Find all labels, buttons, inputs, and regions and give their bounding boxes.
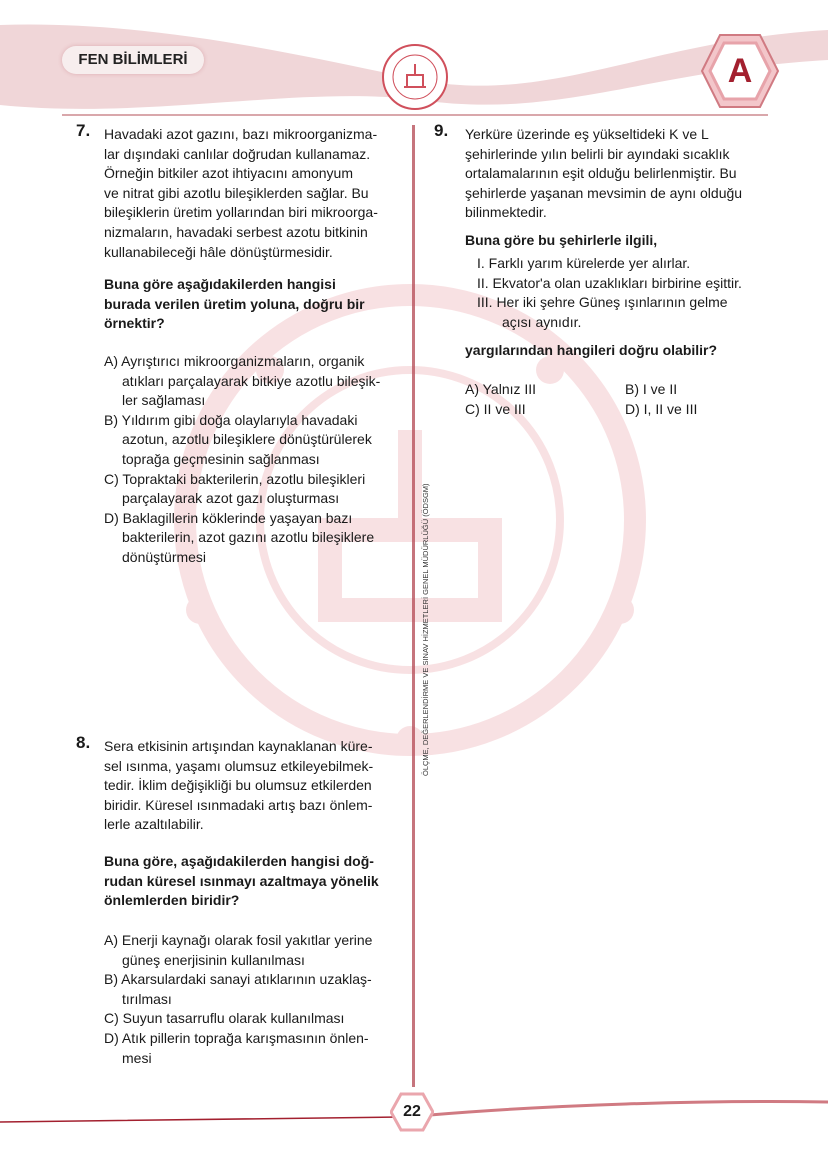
option-line: C) Topraktaki bakterilerin, azotlu bileşikleri (104, 470, 366, 487)
q8-stem (104, 737, 373, 835)
text-line: Örneğin bitkiler azot ihtiyacını amonyum (104, 165, 353, 182)
q9-question2 (465, 341, 717, 361)
text-line: lar dışındaki canlılar doğrudan kullanamaz. (104, 145, 371, 162)
option-line: güneş enerjisinin kullanılması (122, 951, 305, 968)
text-line: rudan küresel ısınmayı azaltmaya yönelik (104, 872, 379, 889)
text-line: Yerküre üzerinde eş yükseltideki K ve L (465, 126, 709, 142)
q9-option-c: C) II ve III (465, 400, 526, 417)
ministry-seal-logo (380, 42, 450, 112)
q9-option-d: D) I, II ve III (625, 400, 698, 417)
q7-number: 7. (76, 121, 91, 140)
text-line: Buna göre aşağıdakilerden hangisi (104, 276, 336, 292)
option-line: açısı aynıdır. (502, 313, 582, 330)
option-line: A) Ayrıştırıcı mikroorganizmaların, organik (104, 353, 365, 369)
option-line: bakterilerin, azot gazını azotlu bileşiklere (122, 529, 375, 546)
text-line: kullanabileceği hâle dönüştürmesidir. (104, 243, 333, 260)
option-line: atıkları parçalayarak bitkiye azotlu bileşik- (122, 372, 381, 389)
q9-stem (465, 125, 742, 223)
option-line: dönüştürmesi (122, 548, 207, 565)
text-line: yargılarından hangileri doğru olabilir? (465, 342, 718, 358)
text-line: tedir. İklim değişikliği bu olumsuz etkilerden (104, 777, 372, 794)
option-item (104, 509, 380, 568)
text-line: lerle azaltılabilir. (104, 816, 204, 833)
text-line: Sera etkisinin artışından kaynaklanan küre- (104, 738, 373, 754)
text-line: bileşiklerin üretim yollarından biri mikroorga- (104, 204, 378, 221)
text-line: Buna göre, aşağıdakilerden hangisi doğ- (104, 853, 374, 869)
text-line: bilinmektedir. (465, 204, 547, 221)
option-line: A) Enerji kaynağı olarak fosil yakıtlar yerine (104, 932, 373, 948)
option-item (104, 931, 372, 970)
q7-stem (104, 125, 378, 262)
q9-option-a: A) Yalnız III (465, 381, 537, 397)
q9-question (465, 231, 657, 251)
subject-label: FEN BİLİMLERİ (62, 46, 204, 74)
option-item (104, 1009, 372, 1029)
text-line: örnektir? (104, 315, 165, 332)
option-line: II. Ekvator'a olan uzaklıkları birbirine eşittir. (477, 274, 742, 291)
booklet-type-badge (700, 32, 780, 110)
option-line: D) Atık pillerin toprağa karışmasının önlen- (104, 1029, 369, 1046)
side-caption: ÖLÇME, DEĞERLENDİRME VE SINAV HİZMETLERİ GENEL MÜDÜRLÜĞÜ (ÖDSGM) (421, 483, 430, 776)
q9-number: 9. (434, 121, 449, 140)
text-line: önlemlerden biridir? (104, 892, 240, 909)
page-number: 22 (403, 1103, 421, 1120)
option-line: D) Baklagillerin köklerinde yaşayan bazı (104, 509, 353, 526)
booklet-letter: A (727, 52, 753, 90)
text-line: Havadaki azot gazını, bazı mikroorganizma- (104, 126, 378, 142)
text-line: Buna göre bu şehirlerle ilgili, (465, 232, 658, 248)
option-item (465, 254, 742, 274)
q9-statements (465, 254, 742, 332)
text-line: ve nitrat gibi azotlu bileşiklerden sağlar. Bu (104, 184, 369, 201)
option-item (465, 274, 742, 294)
option-line: I. Farklı yarım kürelerde yer alırlar. (477, 255, 691, 271)
q8-options (104, 931, 372, 1068)
q8-question (104, 852, 379, 911)
text-line: ortalamalarının eşit olduğu belirlenmiştir. Bu (465, 165, 737, 182)
text-line: burada verilen üretim yoluna, doğru bir (104, 295, 365, 312)
q9-options (465, 380, 785, 419)
option-item (465, 293, 742, 332)
option-line: tırılması (122, 990, 172, 1007)
column-divider (412, 125, 415, 1087)
option-line: B) Yıldırım gibi doğa olaylarıyla havadaki (104, 411, 358, 428)
option-line: parçalayarak azot gazı oluşturması (122, 490, 340, 507)
option-item (104, 1029, 372, 1068)
option-item (104, 352, 380, 411)
text-line: sel ısınma, yaşamı olumsuz etkileyebilmek- (104, 757, 374, 774)
option-line: mesi (122, 1049, 152, 1066)
q7-options (104, 352, 380, 568)
option-item (104, 970, 372, 1009)
option-line: III. Her iki şehre Güneş ışınlarının gelme (477, 294, 728, 311)
q9-option-b: B) I ve II (625, 381, 678, 397)
text-line: şehirlerinde yılın belirli bir ayındaki sıcaklık (465, 145, 730, 162)
option-line: toprağa geçmesinin sağlanması (122, 450, 320, 467)
option-item (104, 470, 380, 509)
q7-question (104, 275, 365, 334)
header-rule (62, 114, 768, 116)
text-line: nizmaların, havadaki serbest azotu bitkinin (104, 223, 368, 240)
option-line: ler sağlaması (122, 392, 206, 409)
option-line: B) Akarsulardaki sanayi atıklarının uzaklaş- (104, 971, 372, 988)
option-line: azotun, azotlu bileşiklere dönüştürülerek (122, 431, 372, 448)
text-line: biridir. Küresel ısınmadaki artış bazı önlem- (104, 796, 373, 813)
option-item (104, 411, 380, 470)
q8-number: 8. (76, 733, 91, 752)
text-line: şehirlerde yaşanan mevsimin de aynı olduğu (465, 184, 743, 201)
option-line: C) Suyun tasarruflu olarak kullanılması (104, 1010, 345, 1027)
page-number-badge (390, 1092, 434, 1132)
